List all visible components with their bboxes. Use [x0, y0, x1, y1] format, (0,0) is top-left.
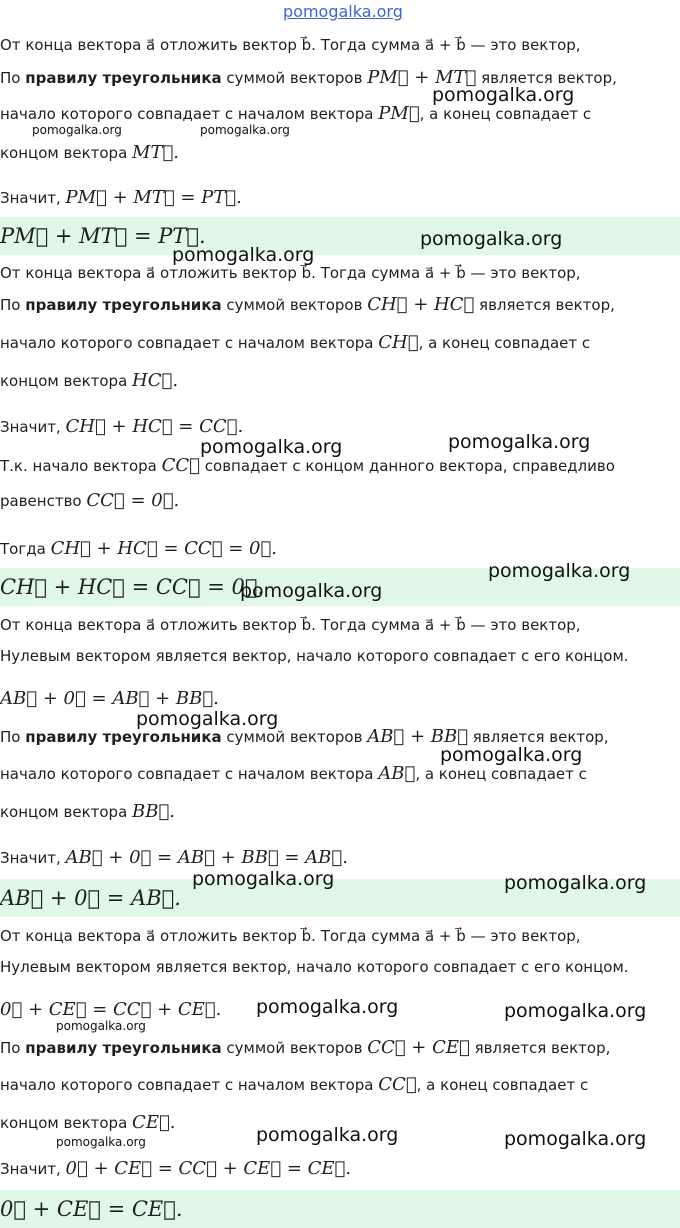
- text: концом вектора: [0, 144, 133, 162]
- formula: CC⃗ + CE⃗: [367, 1037, 470, 1058]
- text: суммой векторов: [221, 296, 368, 314]
- s1-answer: [0, 217, 680, 255]
- watermark: pomogalka.org: [504, 872, 647, 894]
- answer-formula: 0⃗ + CE⃗ = CE⃗.: [0, 1197, 183, 1221]
- watermark: pomogalka.org: [32, 123, 122, 137]
- text: По: [0, 296, 26, 314]
- s1-line-2: [0, 60, 680, 98]
- watermark: pomogalka.org: [200, 436, 343, 458]
- text: , а конец совпадает с: [416, 1076, 589, 1094]
- text: начало которого совпадает с началом вектора: [0, 765, 379, 783]
- formula: AB⃗ + 0⃗ = AB⃗ + BB⃗ = AB⃗.: [65, 847, 348, 868]
- text: концом вектора: [0, 372, 133, 390]
- text: начало которого совпадает с началом вектора: [0, 334, 379, 352]
- watermark: pomogalka.org: [448, 431, 591, 453]
- text: По: [0, 1039, 26, 1057]
- formula: CC⃗: [378, 1074, 417, 1095]
- text: начало которого совпадает с началом вектора: [0, 1076, 379, 1094]
- rule-name: правилу треугольника: [25, 296, 222, 314]
- watermark: pomogalka.org: [420, 228, 563, 250]
- answer-formula: AB⃗ + 0⃗ = AB⃗.: [0, 886, 181, 910]
- watermark: pomogalka.org: [488, 560, 631, 582]
- s4-line-7: [0, 1151, 680, 1189]
- s1-line-5: [0, 180, 680, 218]
- s3-line-2: Нулевым вектором является вектор, начало которого совпадает с его концом.: [0, 647, 629, 665]
- text: равенство: [0, 492, 87, 510]
- formula: CE⃗.: [132, 1112, 176, 1133]
- text: Значит,: [0, 418, 66, 436]
- formula: AB⃗ + 0⃗ = AB⃗ + BB⃗.: [0, 688, 219, 709]
- formula: PM⃗ + MT⃗ = PT⃗.: [65, 187, 242, 208]
- text: суммой векторов: [221, 728, 368, 746]
- text: концом вектора: [0, 803, 133, 821]
- s4-line-1: От конца вектора a⃗ отложить вектор b⃗. Тогда сумма a⃗ + b⃗ — это вектор,: [0, 927, 581, 945]
- s4-line-5: [0, 1067, 680, 1105]
- watermark: pomogalka.org: [256, 1124, 399, 1146]
- s2-line-1: От конца вектора a⃗ отложить вектор b⃗. Тогда сумма a⃗ + b⃗ — это вектор,: [0, 264, 581, 282]
- rule-name: правилу треугольника: [25, 69, 222, 87]
- watermark: pomogalka.org: [504, 1000, 647, 1022]
- watermark-top-link[interactable]: pomogalka.org: [283, 2, 403, 21]
- s4-line-4: [0, 1030, 680, 1068]
- text: суммой векторов: [221, 1039, 368, 1057]
- text: является вектор,: [468, 728, 609, 746]
- s2-line-3: [0, 325, 680, 363]
- text: Значит,: [0, 849, 66, 867]
- text: По: [0, 69, 26, 87]
- text: Значит,: [0, 1160, 66, 1178]
- text: Значит,: [0, 189, 66, 207]
- text: совпадает с концом данного вектора, справедливо: [200, 457, 615, 475]
- formula: AB⃗: [378, 763, 416, 784]
- s1-line-4: [0, 135, 680, 173]
- watermark: pomogalka.org: [172, 244, 315, 266]
- s4-answer: [0, 1190, 680, 1228]
- watermark: pomogalka.org: [56, 1135, 146, 1149]
- s3-line-1: От конца вектора a⃗ отложить вектор b⃗. Тогда сумма a⃗ + b⃗ — это вектор,: [0, 616, 581, 634]
- text: Тогда: [0, 540, 51, 558]
- watermark: pomogalka.org: [56, 1019, 146, 1033]
- text: , а конец совпадает с: [418, 334, 591, 352]
- formula: 0⃗ + CE⃗ = CC⃗ + CE⃗.: [0, 999, 222, 1020]
- formula: CH⃗ + HC⃗ = CC⃗ = 0⃗.: [50, 538, 278, 559]
- watermark: pomogalka.org: [504, 1128, 647, 1150]
- watermark: pomogalka.org: [432, 84, 575, 106]
- text: , а конец совпадает с: [415, 765, 587, 783]
- s2-line-7: [0, 483, 680, 521]
- formula: BB⃗.: [132, 801, 176, 822]
- formula: AB⃗ + BB⃗: [367, 726, 469, 747]
- text: Т.к. начало вектора: [0, 457, 162, 475]
- watermark: pomogalka.org: [200, 123, 290, 137]
- formula: CH⃗ + HC⃗ = CC⃗.: [65, 416, 244, 437]
- watermark: pomogalka.org: [240, 580, 383, 602]
- formula: MT⃗.: [132, 142, 180, 163]
- text: является вектор,: [469, 1039, 611, 1057]
- s2-line-2: [0, 287, 680, 325]
- formula: PM⃗ + MT⃗: [367, 67, 477, 88]
- text: начало которого совпадает с началом вектора: [0, 105, 379, 123]
- text: является вектор,: [474, 296, 615, 314]
- text: , а конец совпадает с: [419, 105, 592, 123]
- text: По: [0, 728, 26, 746]
- s1-line-1: От конца вектора a⃗ отложить вектор b⃗. Тогда сумма a⃗ + b⃗ — это вектор,: [0, 36, 581, 54]
- s4-line-2: Нулевым вектором является вектор, начало которого совпадает с его концом.: [0, 958, 629, 976]
- rule-name: правилу треугольника: [25, 728, 222, 746]
- formula: CH⃗: [378, 332, 419, 353]
- watermark: pomogalka.org: [136, 708, 279, 730]
- watermark: pomogalka.org: [440, 744, 583, 766]
- answer-formula: CH⃗ + HC⃗ = CC⃗ = 0⃗.: [0, 575, 265, 599]
- answer-formula: PM⃗ + MT⃗ = PT⃗.: [0, 224, 206, 248]
- watermark: pomogalka.org: [256, 996, 399, 1018]
- text: является вектор,: [476, 69, 617, 87]
- s3-line-6: [0, 794, 680, 832]
- formula: PM⃗: [378, 103, 420, 124]
- text: суммой векторов: [221, 69, 368, 87]
- formula: 0⃗ + CE⃗ = CC⃗ + CE⃗ = CE⃗.: [65, 1158, 352, 1179]
- formula: CH⃗ + HC⃗: [367, 294, 475, 315]
- watermark: pomogalka.org: [192, 868, 335, 890]
- formula: CC⃗ = 0⃗.: [86, 490, 180, 511]
- s3-line-3: [0, 681, 680, 719]
- formula: CC⃗: [161, 455, 200, 476]
- text: концом вектора: [0, 1114, 133, 1132]
- formula: HC⃗.: [132, 370, 179, 391]
- rule-name: правилу треугольника: [25, 1039, 222, 1057]
- s2-line-4: [0, 363, 680, 401]
